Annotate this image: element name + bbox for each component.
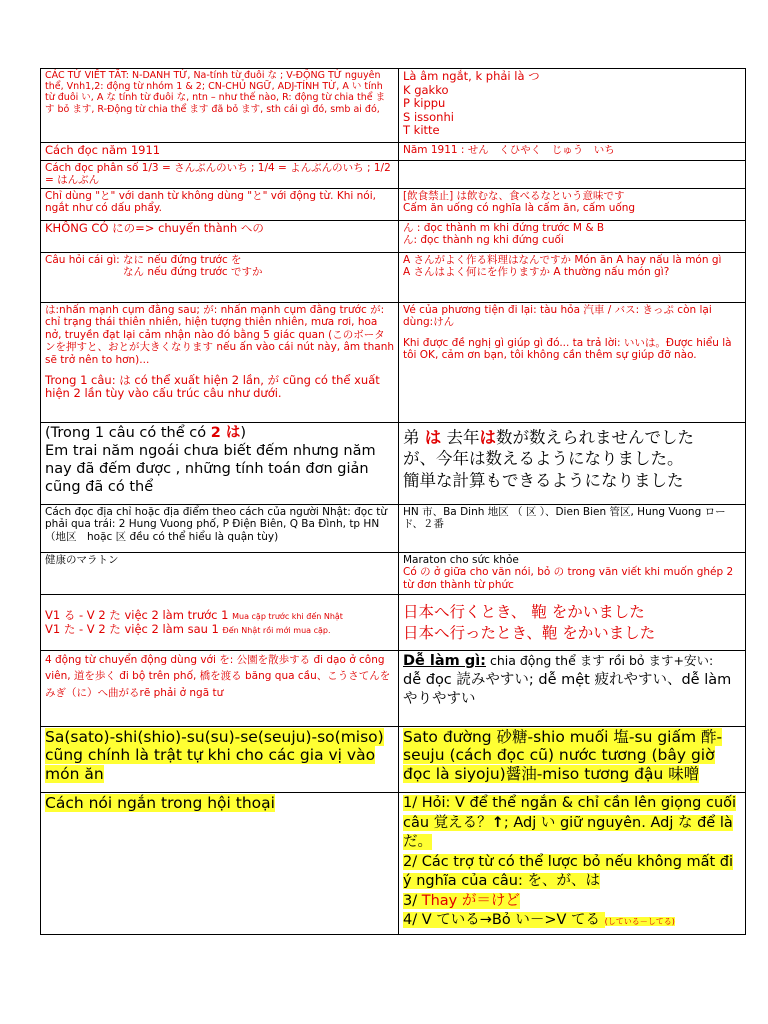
seasoning-list-cell: Sato đường 砂糖-shio muối 塩-su giấm 酢-seuju (cách đọc cũ) nước tương (bây giờ đọc là siyoju)醤油-miso tương đậu 味噌 xyxy=(399,727,746,793)
yasui-cell: Dễ làm gì: chia động thể ます rồi bỏ ます+安い: dễ đọc 読みやすい; dễ mệt 疲れやすい、dễ làm やりやすい xyxy=(399,651,746,727)
table-row xyxy=(41,423,746,505)
marathon-cell: 健康のマラトン xyxy=(41,553,399,595)
empty-cell xyxy=(399,161,746,189)
table-row xyxy=(41,505,746,553)
table-row xyxy=(41,69,746,143)
short-speech-cell: Cách nói ngắn trong hội thoại xyxy=(41,793,399,935)
two-wa-example-cell: 弟 は 去年は数が数えられませんでした が、今年は数えるようになりました。 簡単な計算もできるようになりました xyxy=(399,423,746,505)
address-example-cell: HN 市、Ba Dinh 地区 （ 区 ）、Dien Bien 管区, Hung Vuong ロード、２番 xyxy=(399,505,746,553)
table-row xyxy=(41,553,746,595)
up-arrow-icon: ↑ xyxy=(491,814,504,831)
cooking-question-cell: A さんがよく作る料理はなんですか Món ăn A hay nấu là món gì A さんはよく何にを作りますか A thường nấu món gì? xyxy=(399,253,746,303)
table-row xyxy=(41,595,746,651)
table-row xyxy=(41,303,746,423)
bag-example-cell: 日本へ行くとき、 鞄 をかいました 日本へ行ったとき、鞄 をかいました xyxy=(399,595,746,651)
table-row xyxy=(41,253,746,303)
to-particle-cell: Chỉ dùng "と" với danh từ không dùng "と" với động từ. Khi nói, ngắt như có dấu phẩy. xyxy=(41,189,399,221)
nino-cell: KHÔNG CÓ にの=> chuyển thành への xyxy=(41,221,399,253)
nani-nan-cell: Câu hỏi cái gì: なに nếu đứng trước を なん nếu đứng trước ですか xyxy=(41,253,399,303)
year-reading-label: Cách đọc năm 1911 xyxy=(41,143,399,161)
table-row xyxy=(41,221,746,253)
table-row xyxy=(41,189,746,221)
year-reading-value: Năm 1911 : せん くひやく じゅう いち xyxy=(399,143,746,161)
document-page xyxy=(40,68,746,935)
table-row xyxy=(41,651,746,727)
abbreviations-cell: CÁC TỪ VIẾT TẮT: N-DANH TỪ, Na-tính từ đuôi な ; V-ĐỘNG TỪ nguyên thể, Vnh1,2: động từ nhóm 1 & 2; CN-CHỦ NGỮ, ADJ-TÍNH TỪ, A い tính từ đuôi い, A な tính từ đuôi な, ntn – như thế nào, R: động từ chia thể ます bỏ ます, R-Động từ chia thể ます đã bỏ ます, sth cái gì đó, smb ai đó, xyxy=(41,69,399,143)
table-row xyxy=(41,143,746,161)
notes-table xyxy=(40,68,746,935)
ticket-cell: Vé của phương tiện đi lại: tàu hỏa 汽車 / バス: きっぷ còn lại dùng:けん Khi được đề nghị gì giúp gì đó... ta trả lời: いいは。Được hiểu là tôi OK, cảm ơn bạn, tôi không cần thêm sự giúp đỡ nào. xyxy=(399,303,746,423)
fraction-reading-cell: Cách đọc phân số 1/3 = さんぶんのいち ; 1/4 = よんぶんのいち ; 1/2 = はんぶん xyxy=(41,161,399,189)
no-food-cell: [飲食禁止] は飲むな、食べるなという意味です Cấm ăn uống có nghĩa là cấm ăn, cấm uống xyxy=(399,189,746,221)
verb-order-cell: V1 る - V 2 た việc 2 làm trước 1 Mua cặp trước khi đến Nhật V1 た - V 2 た việc 2 làm sau 1 Đến Nhật rồi mới mua cặp. xyxy=(41,595,399,651)
seasoning-order-cell: Sa(sato)-shi(shio)-su(su)-se(seuju)-so(miso) cũng chính là trật tự khi cho các gia vị vào món ăn xyxy=(41,727,399,793)
address-cell: Cách đọc địa chỉ hoặc địa điểm theo cách của người Nhật: đọc từ phải qua trái: 2 Hung Vuong phố, P Điện Biên, Q Ba Đình, tp HN （地区 hoặc 区 đều có thể hiểu là quận tùy) xyxy=(41,505,399,553)
two-wa-cell: (Trong 1 câu có thể có 2 は) Em trai năm ngoái chưa biết đếm nhưng năm nay đã đếm được , những tính toán đơn giản cũng đã có thể xyxy=(41,423,399,505)
wa-ga-cell: は:nhấn mạnh cụm đằng sau; が: nhấn mạnh cụm đằng trước が: chỉ trạng thái thiên nhiên, hiện tượng thiên nhiên, mưa rơi, hoa nở, truyền đạt lại cảm nhận nào đó bằng 5 giác quan (このボータンを押すと、おとが大きくなります nếu ấn vào cái nút này, âm thanh sẽ trở nên to hơn)... Trong 1 câu: は có thể xuất hiện 2 lần, が cũng có thể xuất hiện 2 lần tùy vào cấu trúc câu như dưới. xyxy=(41,303,399,423)
movement-verbs-cell: 4 động từ chuyển động dùng với を: 公園を散歩する đi dạo ở công viên, 道を歩く đi bộ trên phố, 橋を渡る băng qua cầu、こうさてんをみぎ（に）へ曲がるrẽ phải ở ngã tư xyxy=(41,651,399,727)
table-row xyxy=(41,793,746,935)
marathon-note-cell: Maraton cho sức khỏe Có の ở giữa cho văn nói, bỏ の trong văn viết khi muốn ghép 2 từ đơn thành từ phức xyxy=(399,553,746,595)
n-reading-cell: ん : đọc thành m khi đứng trước M & B ん: đọc thành ng khi đứng cuối xyxy=(399,221,746,253)
sokuon-cell: Là âm ngắt, k phải là つ K gakko P kippu S issonhi T kitte xyxy=(399,69,746,143)
short-speech-rules-cell: 1/ Hỏi: V để thể ngắn & chỉ cần lên giọng cuối câu 覚える？↑; Adj い giữ nguyên. Adj な để là だ。 2/ Các trợ từ có thể lược bỏ nếu không mất đi ý nghĩa của câu: を、が、は 3/ Thay が＝けど 4/ V ている→Bỏ い－>V てる (している－してる) xyxy=(399,793,746,935)
table-row xyxy=(41,161,746,189)
table-row xyxy=(41,727,746,793)
